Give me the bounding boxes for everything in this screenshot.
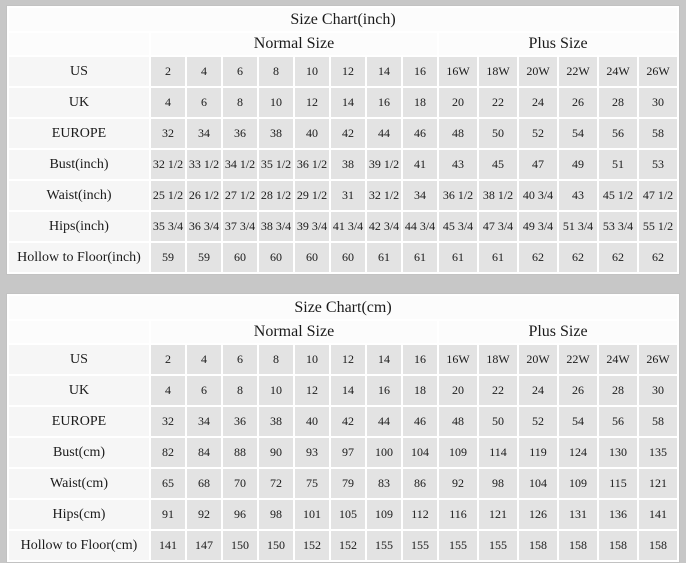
size-cell: 6 bbox=[223, 345, 257, 374]
size-cell: 50 bbox=[479, 119, 517, 148]
size-cell: 47 3/4 bbox=[479, 212, 517, 241]
size-cell: 53 3/4 bbox=[599, 212, 637, 241]
size-cell: 14 bbox=[367, 345, 401, 374]
size-cell: 51 3/4 bbox=[559, 212, 597, 241]
size-cell: 131 bbox=[559, 500, 597, 529]
size-cell: 33 1/2 bbox=[187, 150, 221, 179]
table-title: Size Chart(cm) bbox=[9, 296, 677, 319]
size-cell: 61 bbox=[403, 243, 437, 272]
size-cell: 79 bbox=[331, 469, 365, 498]
size-cell: 6 bbox=[223, 57, 257, 86]
row-label: Bust(cm) bbox=[9, 438, 149, 467]
size-cell: 48 bbox=[439, 407, 477, 436]
size-cell: 68 bbox=[187, 469, 221, 498]
size-cell: 46 bbox=[403, 407, 437, 436]
size-cell: 86 bbox=[403, 469, 437, 498]
row-label: Hips(inch) bbox=[9, 212, 149, 241]
size-cell: 42 3/4 bbox=[367, 212, 401, 241]
table-row bbox=[9, 469, 677, 498]
group-header-plus: Plus Size bbox=[439, 321, 677, 343]
size-cell: 135 bbox=[639, 438, 677, 467]
size-chart-cm-body bbox=[9, 296, 677, 560]
size-cell: 130 bbox=[599, 438, 637, 467]
row-label: UK bbox=[9, 88, 149, 117]
size-cell: 4 bbox=[187, 57, 221, 86]
size-cell: 155 bbox=[367, 531, 401, 560]
table-row bbox=[9, 243, 677, 272]
size-cell: 14 bbox=[367, 57, 401, 86]
size-cell: 105 bbox=[331, 500, 365, 529]
size-cell: 26 bbox=[559, 88, 597, 117]
size-cell: 141 bbox=[639, 500, 677, 529]
table-title-row bbox=[9, 8, 677, 31]
size-cell: 35 3/4 bbox=[151, 212, 185, 241]
size-cell: 59 bbox=[187, 243, 221, 272]
size-cell: 150 bbox=[223, 531, 257, 560]
size-cell: 28 bbox=[599, 88, 637, 117]
size-cell: 114 bbox=[479, 438, 517, 467]
row-label: Hollow to Floor(cm) bbox=[9, 531, 149, 560]
size-cell: 16 bbox=[367, 88, 401, 117]
size-cell: 82 bbox=[151, 438, 185, 467]
size-cell: 101 bbox=[295, 500, 329, 529]
size-cell: 62 bbox=[519, 243, 557, 272]
size-cell: 16 bbox=[367, 376, 401, 405]
size-cell: 45 1/2 bbox=[599, 181, 637, 210]
row-label: Hollow to Floor(inch) bbox=[9, 243, 149, 272]
size-cell: 48 bbox=[439, 119, 477, 148]
size-cell: 32 1/2 bbox=[151, 150, 185, 179]
size-cell: 34 bbox=[403, 181, 437, 210]
size-cell: 32 bbox=[151, 119, 185, 148]
row-label: EUROPE bbox=[9, 119, 149, 148]
table-row bbox=[9, 57, 677, 86]
size-chart-inch-table bbox=[6, 5, 680, 275]
row-label: US bbox=[9, 345, 149, 374]
size-cell: 16W bbox=[439, 345, 477, 374]
size-chart-inch-body bbox=[9, 8, 677, 272]
size-cell: 62 bbox=[559, 243, 597, 272]
size-cell: 18W bbox=[479, 57, 517, 86]
row-label: UK bbox=[9, 376, 149, 405]
size-cell: 14 bbox=[331, 376, 365, 405]
size-cell: 60 bbox=[331, 243, 365, 272]
size-cell: 60 bbox=[259, 243, 293, 272]
table-title: Size Chart(inch) bbox=[9, 8, 677, 31]
size-cell: 36 1/2 bbox=[439, 181, 477, 210]
size-cell: 27 1/2 bbox=[223, 181, 257, 210]
size-chart-cm-table bbox=[6, 293, 680, 563]
table-row bbox=[9, 345, 677, 374]
size-cell: 8 bbox=[259, 57, 293, 86]
table-row bbox=[9, 181, 677, 210]
size-cell: 152 bbox=[295, 531, 329, 560]
size-cell: 136 bbox=[599, 500, 637, 529]
size-cell: 109 bbox=[439, 438, 477, 467]
table-gap bbox=[6, 275, 680, 293]
size-cell: 42 bbox=[331, 407, 365, 436]
size-cell: 20W bbox=[519, 345, 557, 374]
size-cell: 24W bbox=[599, 57, 637, 86]
size-cell: 10 bbox=[259, 88, 293, 117]
size-cell: 4 bbox=[151, 88, 185, 117]
table-row bbox=[9, 150, 677, 179]
size-cell: 16 bbox=[403, 345, 437, 374]
size-cell: 112 bbox=[403, 500, 437, 529]
size-cell: 70 bbox=[223, 469, 257, 498]
size-cell: 61 bbox=[367, 243, 401, 272]
size-cell: 45 3/4 bbox=[439, 212, 477, 241]
size-cell: 22W bbox=[559, 345, 597, 374]
size-cell: 14 bbox=[331, 88, 365, 117]
row-label: Waist(inch) bbox=[9, 181, 149, 210]
size-cell: 126 bbox=[519, 500, 557, 529]
size-cell: 38 bbox=[259, 407, 293, 436]
size-cell: 38 1/2 bbox=[479, 181, 517, 210]
size-cell: 29 1/2 bbox=[295, 181, 329, 210]
size-cell: 97 bbox=[331, 438, 365, 467]
size-cell: 155 bbox=[479, 531, 517, 560]
size-cell: 34 bbox=[187, 119, 221, 148]
table-row bbox=[9, 212, 677, 241]
corner-cell bbox=[9, 321, 149, 343]
size-cell: 90 bbox=[259, 438, 293, 467]
size-cell: 20W bbox=[519, 57, 557, 86]
table-row bbox=[9, 119, 677, 148]
size-cell: 36 1/2 bbox=[295, 150, 329, 179]
size-cell: 158 bbox=[599, 531, 637, 560]
size-cell: 22W bbox=[559, 57, 597, 86]
size-cell: 152 bbox=[331, 531, 365, 560]
size-cell: 12 bbox=[331, 57, 365, 86]
size-cell: 31 bbox=[331, 181, 365, 210]
size-cell: 8 bbox=[223, 376, 257, 405]
size-cell: 41 bbox=[403, 150, 437, 179]
size-cell: 26W bbox=[639, 57, 677, 86]
size-cell: 38 3/4 bbox=[259, 212, 293, 241]
size-cell: 16 bbox=[403, 57, 437, 86]
size-cell: 155 bbox=[439, 531, 477, 560]
size-cell: 124 bbox=[559, 438, 597, 467]
size-cell: 61 bbox=[479, 243, 517, 272]
size-cell: 52 bbox=[519, 407, 557, 436]
size-cell: 58 bbox=[639, 119, 677, 148]
size-cell: 65 bbox=[151, 469, 185, 498]
size-cell: 40 3/4 bbox=[519, 181, 557, 210]
size-cell: 55 1/2 bbox=[639, 212, 677, 241]
size-cell: 96 bbox=[223, 500, 257, 529]
size-cell: 24 bbox=[519, 376, 557, 405]
size-cell: 115 bbox=[599, 469, 637, 498]
group-header-plus: Plus Size bbox=[439, 33, 677, 55]
size-cell: 4 bbox=[151, 376, 185, 405]
table-row bbox=[9, 376, 677, 405]
size-cell: 121 bbox=[479, 500, 517, 529]
size-cell: 119 bbox=[519, 438, 557, 467]
size-cell: 4 bbox=[187, 345, 221, 374]
size-cell: 44 bbox=[367, 407, 401, 436]
size-cell: 59 bbox=[151, 243, 185, 272]
size-cell: 54 bbox=[559, 407, 597, 436]
row-label: Hips(cm) bbox=[9, 500, 149, 529]
size-cell: 12 bbox=[295, 88, 329, 117]
size-cell: 10 bbox=[295, 57, 329, 86]
group-header-normal: Normal Size bbox=[151, 33, 437, 55]
size-cell: 10 bbox=[259, 376, 293, 405]
size-cell: 40 bbox=[295, 407, 329, 436]
size-cell: 98 bbox=[479, 469, 517, 498]
size-cell: 158 bbox=[639, 531, 677, 560]
size-cell: 83 bbox=[367, 469, 401, 498]
size-cell: 104 bbox=[519, 469, 557, 498]
size-cell: 84 bbox=[187, 438, 221, 467]
size-cell: 60 bbox=[223, 243, 257, 272]
size-cell: 54 bbox=[559, 119, 597, 148]
size-cell: 35 1/2 bbox=[259, 150, 293, 179]
size-cell: 12 bbox=[295, 376, 329, 405]
size-cell: 22 bbox=[479, 376, 517, 405]
size-cell: 98 bbox=[259, 500, 293, 529]
size-cell: 44 bbox=[367, 119, 401, 148]
size-cell: 141 bbox=[151, 531, 185, 560]
row-label: EUROPE bbox=[9, 407, 149, 436]
size-cell: 100 bbox=[367, 438, 401, 467]
size-cell: 147 bbox=[187, 531, 221, 560]
table-row bbox=[9, 438, 677, 467]
group-header-normal: Normal Size bbox=[151, 321, 437, 343]
size-cell: 6 bbox=[187, 376, 221, 405]
size-cell: 37 3/4 bbox=[223, 212, 257, 241]
size-cell: 32 1/2 bbox=[367, 181, 401, 210]
size-cell: 47 1/2 bbox=[639, 181, 677, 210]
size-cell: 34 1/2 bbox=[223, 150, 257, 179]
size-cell: 28 bbox=[599, 376, 637, 405]
size-cell: 61 bbox=[439, 243, 477, 272]
size-cell: 39 3/4 bbox=[295, 212, 329, 241]
size-cell: 2 bbox=[151, 57, 185, 86]
size-cell: 44 3/4 bbox=[403, 212, 437, 241]
row-label: US bbox=[9, 57, 149, 86]
table-row bbox=[9, 407, 677, 436]
size-cell: 92 bbox=[439, 469, 477, 498]
size-cell: 18 bbox=[403, 376, 437, 405]
size-cell: 150 bbox=[259, 531, 293, 560]
size-cell: 30 bbox=[639, 376, 677, 405]
size-cell: 24 bbox=[519, 88, 557, 117]
size-cell: 30 bbox=[639, 88, 677, 117]
size-cell: 47 bbox=[519, 150, 557, 179]
size-cell: 8 bbox=[223, 88, 257, 117]
size-cell: 46 bbox=[403, 119, 437, 148]
size-cell: 60 bbox=[295, 243, 329, 272]
size-cell: 52 bbox=[519, 119, 557, 148]
row-label: Bust(inch) bbox=[9, 150, 149, 179]
size-cell: 109 bbox=[367, 500, 401, 529]
group-header-row bbox=[9, 321, 677, 343]
table-row bbox=[9, 88, 677, 117]
table-title-row bbox=[9, 296, 677, 319]
size-cell: 43 bbox=[559, 181, 597, 210]
size-cell: 42 bbox=[331, 119, 365, 148]
size-cell: 58 bbox=[639, 407, 677, 436]
size-cell: 36 bbox=[223, 407, 257, 436]
size-cell: 155 bbox=[403, 531, 437, 560]
size-cell: 10 bbox=[295, 345, 329, 374]
size-cell: 75 bbox=[295, 469, 329, 498]
row-label: Waist(cm) bbox=[9, 469, 149, 498]
size-cell: 104 bbox=[403, 438, 437, 467]
size-cell: 39 1/2 bbox=[367, 150, 401, 179]
size-cell: 26 bbox=[559, 376, 597, 405]
size-cell: 38 bbox=[259, 119, 293, 148]
size-cell: 38 bbox=[331, 150, 365, 179]
size-cell: 121 bbox=[639, 469, 677, 498]
size-cell: 43 bbox=[439, 150, 477, 179]
size-cell: 45 bbox=[479, 150, 517, 179]
corner-cell bbox=[9, 33, 149, 55]
size-cell: 22 bbox=[479, 88, 517, 117]
size-cell: 28 1/2 bbox=[259, 181, 293, 210]
size-cell: 56 bbox=[599, 119, 637, 148]
size-cell: 18W bbox=[479, 345, 517, 374]
size-cell: 88 bbox=[223, 438, 257, 467]
size-cell: 25 1/2 bbox=[151, 181, 185, 210]
size-cell: 40 bbox=[295, 119, 329, 148]
size-cell: 72 bbox=[259, 469, 293, 498]
size-cell: 53 bbox=[639, 150, 677, 179]
size-cell: 26W bbox=[639, 345, 677, 374]
size-cell: 8 bbox=[259, 345, 293, 374]
size-cell: 41 3/4 bbox=[331, 212, 365, 241]
size-cell: 50 bbox=[479, 407, 517, 436]
size-cell: 92 bbox=[187, 500, 221, 529]
size-cell: 62 bbox=[599, 243, 637, 272]
size-cell: 49 bbox=[559, 150, 597, 179]
size-cell: 36 3/4 bbox=[187, 212, 221, 241]
group-header-row bbox=[9, 33, 677, 55]
size-cell: 36 bbox=[223, 119, 257, 148]
size-cell: 26 1/2 bbox=[187, 181, 221, 210]
size-cell: 34 bbox=[187, 407, 221, 436]
size-cell: 20 bbox=[439, 88, 477, 117]
size-cell: 93 bbox=[295, 438, 329, 467]
size-cell: 56 bbox=[599, 407, 637, 436]
table-row bbox=[9, 531, 677, 560]
size-cell: 116 bbox=[439, 500, 477, 529]
size-cell: 6 bbox=[187, 88, 221, 117]
size-cell: 20 bbox=[439, 376, 477, 405]
size-cell: 91 bbox=[151, 500, 185, 529]
size-cell: 158 bbox=[559, 531, 597, 560]
size-cell: 24W bbox=[599, 345, 637, 374]
size-cell: 16W bbox=[439, 57, 477, 86]
size-cell: 12 bbox=[331, 345, 365, 374]
size-cell: 158 bbox=[519, 531, 557, 560]
size-cell: 2 bbox=[151, 345, 185, 374]
size-cell: 18 bbox=[403, 88, 437, 117]
size-cell: 51 bbox=[599, 150, 637, 179]
size-cell: 49 3/4 bbox=[519, 212, 557, 241]
size-cell: 109 bbox=[559, 469, 597, 498]
size-cell: 62 bbox=[639, 243, 677, 272]
table-row bbox=[9, 500, 677, 529]
size-cell: 32 bbox=[151, 407, 185, 436]
